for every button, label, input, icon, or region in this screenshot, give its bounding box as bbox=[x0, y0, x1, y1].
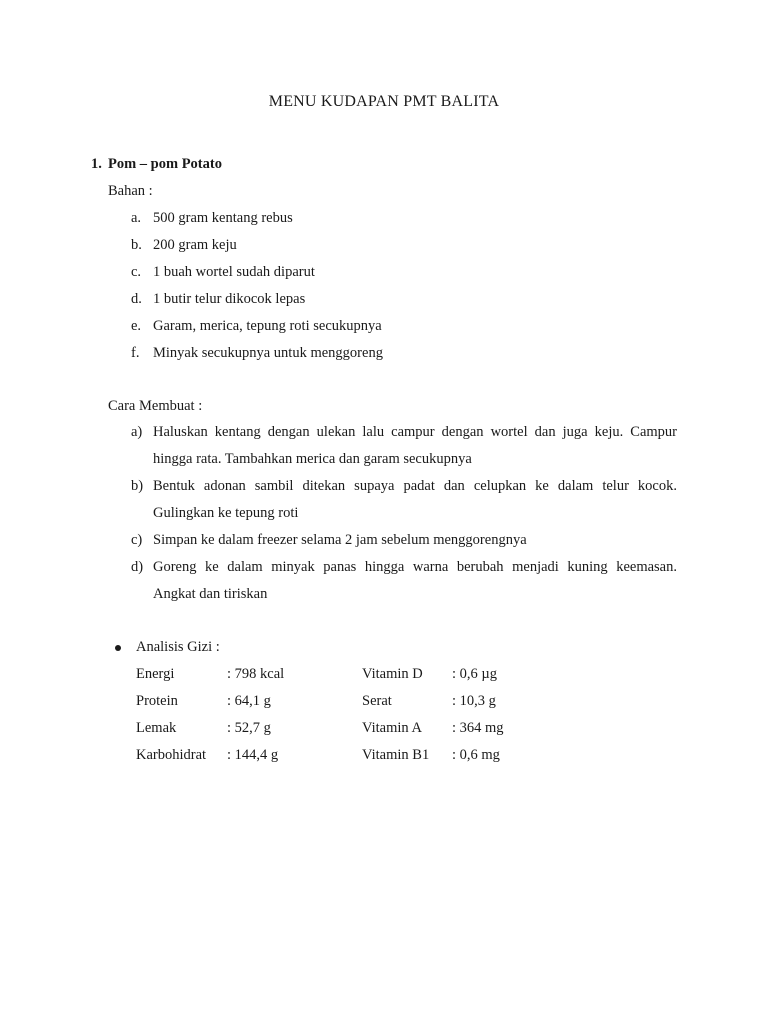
list-marker: a. bbox=[131, 210, 142, 226]
section-number: 1. bbox=[91, 156, 102, 172]
list-marker: b. bbox=[131, 237, 142, 253]
list-marker: e. bbox=[131, 318, 142, 334]
list-marker: c) bbox=[131, 532, 143, 548]
nutrient-value: : 364 mg bbox=[452, 720, 504, 736]
step-text-line: Haluskan kentang dengan ulekan lalu campur dengan wortel dan juga keju. Campur bbox=[153, 424, 677, 440]
steps-label: Cara Membuat : bbox=[108, 398, 203, 414]
list-marker: f. bbox=[131, 345, 140, 361]
section-heading: Pom – pom Potato bbox=[108, 156, 222, 172]
list-marker: d. bbox=[131, 291, 142, 307]
step-text-line: Angkat dan tiriskan bbox=[153, 586, 268, 602]
nutrient-value: : 144,4 g bbox=[227, 747, 279, 763]
nutrient-value: : 10,3 g bbox=[452, 693, 496, 709]
step-text-line: Goreng ke dalam minyak panas hingga warna berubah menjadi kuning keemasan. bbox=[153, 559, 677, 575]
nutrient-name: Vitamin D bbox=[362, 666, 423, 682]
nutrient-name: Vitamin B1 bbox=[362, 747, 430, 763]
nutrient-value: : 64,1 g bbox=[227, 693, 271, 709]
nutrient-name: Energi bbox=[136, 666, 175, 682]
bullet-icon bbox=[115, 645, 121, 651]
list-marker: d) bbox=[131, 559, 144, 575]
nutrient-value: : 0,6 mg bbox=[452, 747, 500, 763]
list-item-text: Garam, merica, tepung roti secukupnya bbox=[153, 318, 382, 334]
nutrient-name: Serat bbox=[362, 693, 392, 709]
nutrient-value: : 798 kcal bbox=[227, 666, 285, 682]
nutrient-value: : 0,6 µg bbox=[452, 666, 498, 682]
document-title: MENU KUDAPAN PMT BALITA bbox=[268, 93, 500, 110]
step-text-line: Bentuk adonan sambil ditekan supaya padat dan celupkan ke dalam telur kocok. bbox=[153, 478, 677, 494]
nutrient-name: Protein bbox=[136, 693, 178, 709]
ingredients-label: Bahan : bbox=[108, 183, 153, 199]
list-item-text: 500 gram kentang rebus bbox=[153, 210, 293, 226]
list-marker: c. bbox=[131, 264, 142, 280]
list-item-text: 1 butir telur dikocok lepas bbox=[153, 291, 306, 307]
list-item-text: 1 buah wortel sudah diparut bbox=[153, 264, 315, 280]
list-marker: b) bbox=[131, 478, 144, 494]
step-text-line: Simpan ke dalam freezer selama 2 jam sebelum menggorengnya bbox=[153, 532, 527, 548]
nutrient-name: Lemak bbox=[136, 720, 177, 736]
nutrition-label: Analisis Gizi : bbox=[136, 639, 220, 655]
nutrient-name: Karbohidrat bbox=[136, 747, 207, 763]
list-marker: a) bbox=[131, 424, 143, 440]
step-text-line: hingga rata. Tambahkan merica dan garam secukupnya bbox=[153, 451, 472, 467]
list-item-text: 200 gram keju bbox=[153, 237, 237, 253]
nutrient-name: Vitamin A bbox=[362, 720, 422, 736]
list-item-text: Minyak secukupnya untuk menggoreng bbox=[153, 345, 383, 361]
step-text-line: Gulingkan ke tepung roti bbox=[153, 505, 299, 521]
nutrient-value: : 52,7 g bbox=[227, 720, 271, 736]
